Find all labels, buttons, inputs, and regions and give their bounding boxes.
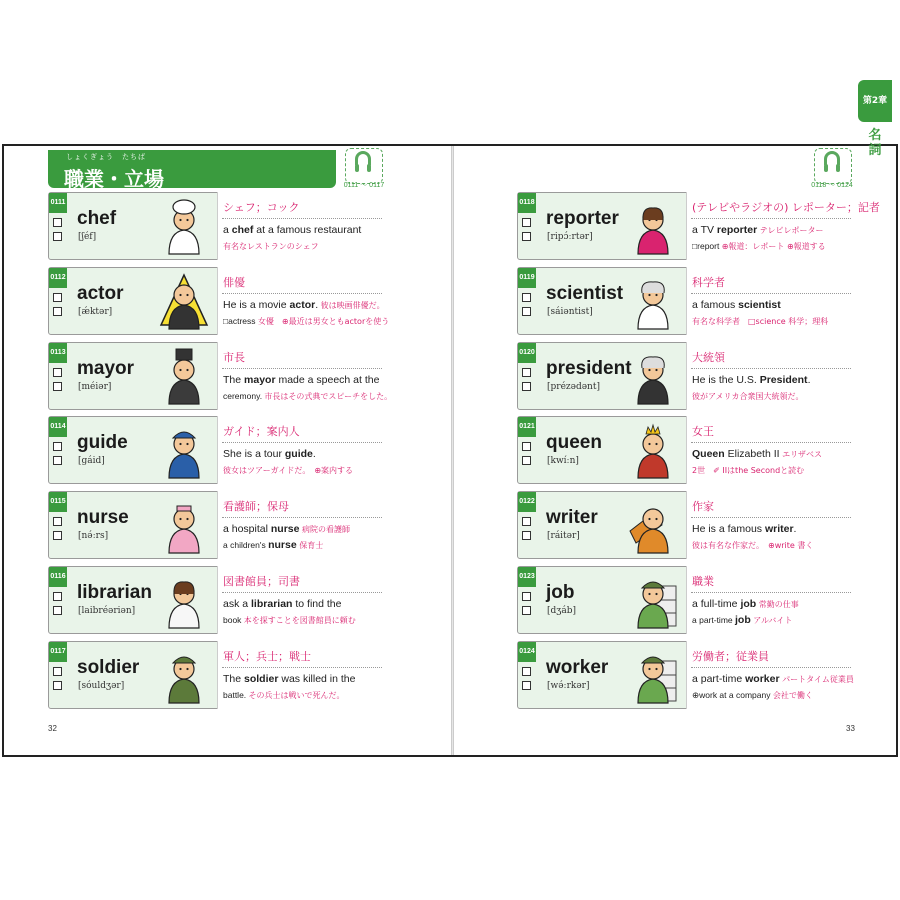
check-box[interactable] bbox=[53, 382, 62, 391]
pronunciation: [ráitər] bbox=[547, 531, 580, 542]
worker-icon bbox=[626, 647, 680, 705]
divider bbox=[222, 368, 382, 369]
vocab-entry bbox=[517, 641, 855, 709]
pronunciation: [dʒáb] bbox=[547, 606, 576, 616]
book-spread bbox=[2, 144, 898, 757]
pronunciation: [laibréəriən] bbox=[78, 606, 136, 616]
example-line-1: She is a tour guide. bbox=[223, 448, 316, 461]
check-box[interactable] bbox=[522, 368, 531, 377]
check-box[interactable] bbox=[53, 606, 62, 615]
vocab-word: mayor bbox=[77, 357, 135, 379]
entry-number: 0115 bbox=[49, 492, 67, 512]
check-box[interactable] bbox=[522, 218, 531, 227]
check-box[interactable] bbox=[53, 232, 62, 241]
chapter-tab[interactable]: 第2章 bbox=[858, 80, 892, 122]
check-box[interactable] bbox=[522, 592, 531, 601]
entry-number: 0122 bbox=[518, 492, 536, 512]
example-line-2: □actress 女優 ⊕最近は男女ともactorを使う bbox=[223, 315, 390, 326]
book-spine bbox=[451, 146, 454, 755]
pronunciation: [ripɔ́ːrtər] bbox=[547, 232, 593, 242]
divider bbox=[222, 592, 382, 593]
pronunciation: [kwíːn] bbox=[547, 456, 579, 467]
example-line-1: He is a movie actor. 彼は映画俳優だ。 bbox=[223, 298, 385, 311]
check-box[interactable] bbox=[53, 218, 62, 227]
vocab-entry bbox=[48, 566, 386, 634]
soldier-icon bbox=[157, 647, 211, 705]
vocab-word: soldier bbox=[77, 656, 140, 678]
divider bbox=[222, 293, 382, 294]
meaning: 女王 bbox=[692, 425, 714, 439]
meaning: ガイド；案内人 bbox=[223, 425, 300, 439]
vocab-word: reporter bbox=[546, 208, 619, 229]
chapter-ruby: しょくぎょう たちば bbox=[66, 154, 146, 161]
example-line-1: a part-time worker パートタイム従業員 bbox=[692, 672, 854, 685]
scientist-icon bbox=[626, 273, 680, 331]
check-box[interactable] bbox=[53, 667, 62, 676]
vocab-entry bbox=[517, 566, 855, 634]
check-box[interactable] bbox=[522, 307, 531, 316]
definition-panel bbox=[686, 267, 855, 335]
divider bbox=[222, 218, 382, 219]
divider bbox=[691, 442, 851, 443]
page-number-left: 32 bbox=[48, 724, 57, 733]
example-line-2: a children's nurse 保育士 bbox=[223, 539, 324, 552]
pronunciation: [nə́ːrs] bbox=[78, 531, 109, 542]
entry-number: 0114 bbox=[49, 417, 67, 437]
meaning: 軍人；兵士；戦士 bbox=[223, 649, 311, 663]
entry-number: 0123 bbox=[518, 567, 536, 587]
headphones-icon bbox=[355, 151, 371, 165]
check-box[interactable] bbox=[53, 456, 62, 465]
vocab-word: president bbox=[546, 357, 632, 379]
entry-number: 0116 bbox=[49, 567, 67, 587]
nurse-icon bbox=[157, 497, 211, 555]
definition-panel bbox=[686, 416, 855, 484]
example-line-1: a chef at a famous restaurant bbox=[223, 224, 362, 236]
definition-panel bbox=[217, 416, 386, 484]
chapter-tab-sub: 名詞 bbox=[868, 128, 882, 158]
check-box[interactable] bbox=[53, 681, 62, 690]
example-line-2: a part-time job アルバイト bbox=[692, 614, 793, 626]
chapter-header bbox=[48, 150, 336, 191]
definition-panel bbox=[217, 641, 386, 709]
entry-number: 0111 bbox=[49, 193, 67, 213]
definition-panel bbox=[686, 192, 880, 260]
vocab-entry bbox=[48, 267, 390, 335]
vocab-entry bbox=[517, 491, 855, 559]
check-box[interactable] bbox=[522, 232, 531, 241]
entry-number: 0113 bbox=[49, 343, 67, 363]
audio-range-left: 0111 ～ 0117 bbox=[343, 182, 385, 189]
divider bbox=[222, 517, 382, 518]
vocab-entry bbox=[48, 192, 386, 260]
meaning: 作家 bbox=[692, 500, 714, 514]
check-box[interactable] bbox=[522, 442, 531, 451]
check-box[interactable] bbox=[522, 667, 531, 676]
job-icon bbox=[626, 572, 680, 630]
example-line-1: Queen Elizabeth II エリザベス bbox=[692, 448, 822, 461]
example-line-2: 彼女はツアーガイドだ。 ⊕案内する bbox=[223, 466, 354, 476]
pronunciation: [méiər] bbox=[78, 381, 112, 392]
check-box[interactable] bbox=[53, 517, 62, 526]
example-line-2: □report ⊕報道：レポート ⊕報道する bbox=[692, 241, 826, 251]
meaning: 図書館員；司書 bbox=[223, 575, 300, 588]
example-line-2: battle. その兵士は戦いで死んだ。 bbox=[223, 689, 345, 700]
queen-icon bbox=[626, 422, 680, 480]
vocab-word: nurse bbox=[77, 507, 129, 529]
example-line-1: ask a librarian to find the bbox=[223, 598, 342, 610]
reporter-icon bbox=[626, 198, 680, 256]
check-box[interactable] bbox=[53, 307, 62, 316]
meaning: 俳優 bbox=[223, 275, 245, 289]
entry-number: 0112 bbox=[49, 268, 67, 288]
vocab-word: job bbox=[546, 582, 575, 603]
example-line-2: 有名な科学者 □science 科学；理科 bbox=[692, 316, 829, 326]
divider bbox=[691, 218, 851, 219]
pronunciation: [sáiəntist] bbox=[547, 306, 593, 317]
pronunciation: [wə́ːrkər] bbox=[547, 680, 590, 691]
divider bbox=[691, 592, 851, 593]
vocab-word: scientist bbox=[546, 282, 624, 304]
page-number-right: 33 bbox=[846, 724, 855, 733]
vocab-word: queen bbox=[546, 432, 602, 454]
divider bbox=[691, 667, 851, 668]
divider bbox=[691, 368, 851, 369]
meaning: シェフ；コック bbox=[223, 201, 300, 214]
pronunciation: [ʃéf] bbox=[78, 232, 97, 242]
pronunciation: [prézədənt] bbox=[547, 381, 600, 392]
check-box[interactable] bbox=[522, 606, 531, 615]
actor-icon bbox=[157, 273, 211, 331]
check-box[interactable] bbox=[522, 293, 531, 302]
vocab-word: actor bbox=[77, 282, 124, 304]
definition-panel bbox=[217, 342, 393, 410]
vocab-entry bbox=[48, 491, 386, 559]
pronunciation: [sóuldʒər] bbox=[78, 680, 125, 691]
entry-number: 0120 bbox=[518, 343, 536, 363]
pronunciation: [ǽktər] bbox=[78, 306, 113, 317]
check-box[interactable] bbox=[522, 531, 531, 540]
entry-number: 0117 bbox=[49, 642, 67, 662]
guide-icon bbox=[157, 422, 211, 480]
example-line-1: He is the U.S. President. bbox=[692, 373, 811, 386]
vocab-word: chef bbox=[77, 208, 117, 229]
check-box[interactable] bbox=[53, 592, 62, 601]
meaning: 看護師；保母 bbox=[223, 500, 289, 514]
vocab-entry bbox=[517, 267, 855, 335]
check-box[interactable] bbox=[53, 442, 62, 451]
check-box[interactable] bbox=[53, 531, 62, 540]
vocab-entry bbox=[517, 192, 880, 260]
definition-panel bbox=[686, 641, 855, 709]
vocab-entry bbox=[48, 416, 386, 484]
definition-panel bbox=[686, 491, 855, 559]
check-box[interactable] bbox=[522, 456, 531, 465]
example-line-2: ceremony. 市長はその式典でスピーチをした。 bbox=[223, 390, 393, 401]
example-line-2: 彼がアメリカ合衆国大統領だ。 bbox=[692, 391, 804, 401]
divider bbox=[222, 667, 382, 668]
president-icon bbox=[626, 348, 680, 406]
divider bbox=[691, 517, 851, 518]
vocab-word: guide bbox=[77, 432, 128, 454]
chef-icon bbox=[157, 198, 211, 256]
check-box[interactable] bbox=[53, 368, 62, 377]
example-line-1: a full-time job 常勤の仕事 bbox=[692, 598, 799, 610]
example-line-1: a TV reporter テレビレポーター bbox=[692, 224, 824, 236]
example-line-2: 2世 ✐ IIはthe Secondと読む bbox=[692, 466, 805, 476]
entry-number: 0124 bbox=[518, 642, 536, 662]
audio-range-right: 0118 ～ 0124 bbox=[811, 182, 853, 189]
writer-icon bbox=[626, 497, 680, 555]
definition-panel bbox=[217, 491, 386, 559]
check-box[interactable] bbox=[522, 681, 531, 690]
check-box[interactable] bbox=[522, 517, 531, 526]
vocab-entry bbox=[48, 641, 386, 709]
definition-panel bbox=[217, 566, 386, 634]
definition-panel bbox=[686, 342, 855, 410]
definition-panel bbox=[217, 192, 386, 260]
example-line-1: The mayor made a speech at the bbox=[223, 373, 380, 386]
vocab-entry bbox=[517, 342, 855, 410]
pronunciation: [gáid] bbox=[78, 456, 105, 467]
entry-number: 0119 bbox=[518, 268, 536, 288]
example-line-1: The soldier was killed in the bbox=[223, 672, 356, 685]
meaning: (テレビやラジオの) レポーター；記者 bbox=[692, 201, 880, 214]
vocab-entry bbox=[48, 342, 393, 410]
example-line-1: He is a famous writer. bbox=[692, 523, 797, 536]
meaning: 職業 bbox=[692, 575, 714, 588]
meaning: 労働者；従業員 bbox=[692, 649, 769, 663]
example-line-1: a famous scientist bbox=[692, 298, 781, 311]
librarian-icon bbox=[157, 572, 211, 630]
vocab-word: librarian bbox=[77, 582, 152, 603]
example-line-1: a hospital nurse 病院の看護師 bbox=[223, 523, 351, 536]
example-line-2: 有名なレストランのシェフ bbox=[223, 242, 319, 251]
entry-number: 0118 bbox=[518, 193, 536, 213]
headphones-icon bbox=[824, 151, 840, 165]
example-line-2: book 本を探すことを図書館員に頼む bbox=[223, 615, 356, 625]
example-line-2: 彼は有名な作家だ。 ⊕write 書く bbox=[692, 541, 814, 551]
audio-track-left[interactable] bbox=[345, 148, 383, 184]
mayor-icon bbox=[157, 348, 211, 406]
vocab-word: writer bbox=[546, 507, 598, 529]
divider bbox=[222, 442, 382, 443]
chapter-title: 職業・立場 bbox=[64, 167, 164, 191]
audio-track-right[interactable] bbox=[814, 148, 852, 184]
entry-number: 0121 bbox=[518, 417, 536, 437]
divider bbox=[691, 293, 851, 294]
check-box[interactable] bbox=[53, 293, 62, 302]
meaning: 市長 bbox=[223, 350, 245, 364]
meaning: 科学者 bbox=[692, 275, 725, 289]
meaning: 大統領 bbox=[692, 350, 725, 364]
vocab-entry bbox=[517, 416, 855, 484]
definition-panel bbox=[217, 267, 390, 335]
example-line-2: ⊕work at a company 会社で働く bbox=[692, 689, 813, 700]
vocab-word: worker bbox=[546, 656, 609, 678]
definition-panel bbox=[686, 566, 855, 634]
check-box[interactable] bbox=[522, 382, 531, 391]
